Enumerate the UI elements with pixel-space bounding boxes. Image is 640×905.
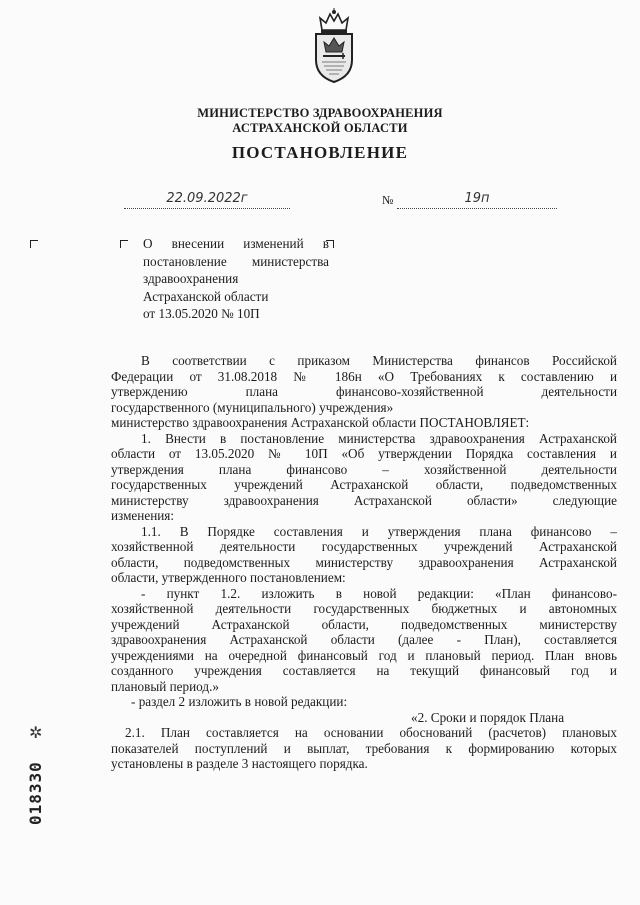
body-line: утверждению плана финансово-хозяйственной деятельности	[111, 384, 617, 399]
subject-line: от 13.05.2020 № 10П	[143, 306, 260, 322]
body-line: показателей поступлений и выплат, требования к формированию которых	[111, 740, 617, 756]
serial-star-icon: ✲	[29, 725, 43, 742]
body-line: области от 13.05.2020 № 10П «Об утверждении Порядка составления и	[111, 446, 617, 461]
number-label: №	[382, 193, 394, 207]
body-line: В соответствии с приказом Министерства финансов Российской	[141, 353, 617, 368]
body-line: Федерации от 31.08.2018 № 186н «О Требованиях к составлению и	[111, 368, 617, 384]
document-number: 19п	[397, 190, 557, 209]
body-line: утверждения плана финансово – хозяйственной деятельности	[111, 461, 617, 477]
body-line: - пункт 1.2. изложить в новой редакции: «План финансово-	[141, 585, 617, 601]
body-line: учреждений Астраханской области, подведомственных министерству	[111, 616, 617, 632]
subject-line: Астраханской области	[143, 288, 269, 304]
body-line: установлены в разделе 3 настоящего порядка.	[111, 756, 368, 771]
serial-number: 018330	[26, 761, 45, 825]
body-line: министерству здравоохранения Астраханской области» следующие	[111, 492, 617, 508]
document-subject	[143, 235, 329, 323]
subject-line: О внесении изменений в	[143, 236, 329, 251]
body-line: государственных учреждений Астраханской области, подведомственных	[111, 477, 617, 492]
body-line: «2. Сроки и порядок Плана	[411, 709, 565, 725]
body-line: хозяйственной деятельности государственных учреждений Астраханской	[111, 539, 617, 554]
body-line: области, подведомственных министерству здравоохранения Астраханской	[111, 554, 617, 570]
body-line: плановый период.»	[111, 678, 219, 694]
document-date: 22.09.2022г	[124, 190, 290, 209]
document-body	[111, 353, 617, 772]
subject-line: здравоохранения	[143, 271, 239, 287]
body-line: учреждениями на очередной финансовый год и плановый период. План вновь	[111, 647, 617, 663]
body-line: хозяйственной деятельности государственных бюджетных и автономных	[111, 601, 617, 616]
body-line: здравоохранения Астраханской области (далее - План), составляется	[111, 632, 617, 647]
body-line: 1. Внести в постановление министерства здравоохранения Астраханской	[141, 430, 617, 446]
body-line: министерство здравоохранения Астраханской области ПОСТАНОВЛЯЕТ:	[111, 415, 530, 430]
body-line: области, утвержденного постановлением:	[111, 570, 346, 585]
body-line: созданного учреждения составляется на текущий финансовый год и	[111, 663, 617, 678]
body-line: 2.1. План составляется на основании обоснований (расчетов) плановых	[125, 725, 617, 740]
body-line: государственного (муниципального) учреждения»	[111, 399, 394, 415]
body-line: - раздел 2 изложить в новой редакции:	[131, 694, 348, 709]
document-type-title: ПОСТАНОВЛЕНИЕ	[231, 143, 409, 162]
organization-name-line2: АСТРАХАНСКОЙ ОБЛАСТИ	[232, 121, 408, 135]
subject-line: постановление министерства	[143, 253, 329, 269]
coat-of-arms-icon	[306, 8, 362, 84]
subject-bracket-left-outer	[30, 240, 38, 248]
body-line: изменения:	[111, 508, 175, 523]
organization-name-line1: МИНИСТЕРСТВО ЗДРАВООХРАНЕНИЯ	[197, 106, 443, 120]
subject-bracket-left-inner	[120, 240, 128, 248]
body-line: 1.1. В Порядке составления и утверждения плана финансово –	[141, 523, 617, 539]
